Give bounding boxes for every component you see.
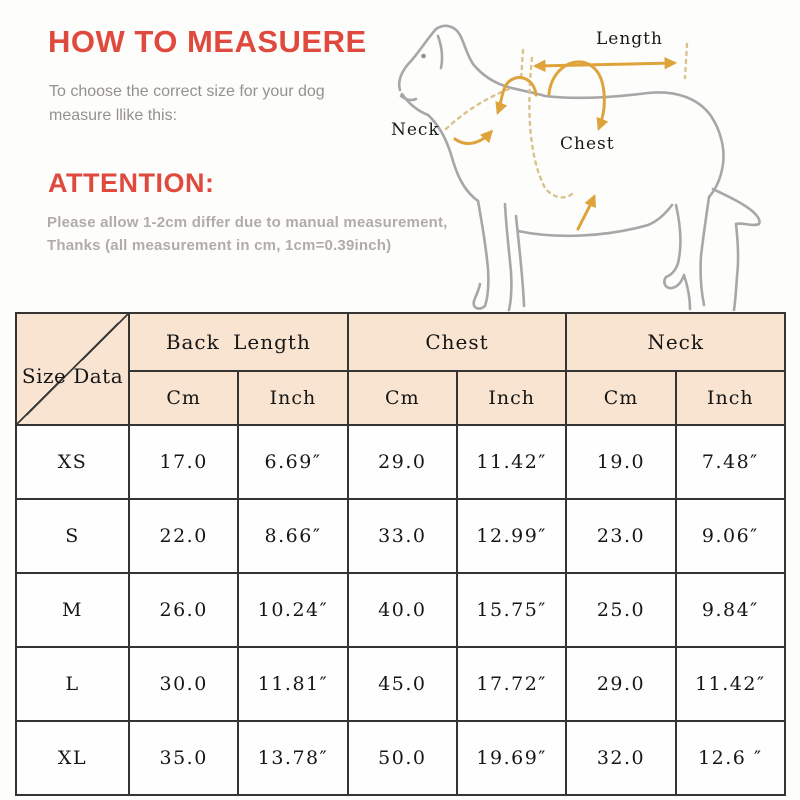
cell-value: 19.0 [566, 425, 675, 499]
measure-instructions-line2: measure llike this: [49, 107, 178, 124]
size-data-corner-label: Size Data [21, 364, 124, 388]
cell-value: 17.0 [129, 425, 238, 499]
cell-value: 12.99″ [457, 499, 566, 573]
size-label: L [16, 647, 129, 721]
size-label: M [16, 573, 129, 647]
cell-value: 29.0 [348, 425, 457, 499]
table-row-m [16, 573, 785, 647]
cell-value: 17.72″ [457, 647, 566, 721]
cell-value: 12.6 ″ [676, 721, 785, 795]
length-arrow [536, 63, 674, 66]
cell-value: 22.0 [129, 499, 238, 573]
unit-header: Cm [566, 371, 675, 425]
attention-note-line1: Please allow 1-2cm differ due to manual measurement, [47, 214, 448, 231]
cell-value: 15.75″ [457, 573, 566, 647]
dog-measure-illustration [378, 8, 800, 316]
belly-arrow [578, 197, 594, 229]
neck-label: Neck [391, 120, 440, 140]
cell-value: 10.24″ [238, 573, 347, 647]
attention-title: ATTENTION: [48, 168, 215, 198]
cell-value: 11.42″ [676, 647, 785, 721]
cell-value: 26.0 [129, 573, 238, 647]
chest-label: Chest [560, 134, 615, 154]
cell-value: 29.0 [566, 647, 675, 721]
cell-value: 11.81″ [238, 647, 347, 721]
chest-arch-arrow [549, 62, 604, 128]
cell-value: 7.48″ [676, 425, 785, 499]
cell-value: 35.0 [129, 721, 238, 795]
size-data-corner-cell [16, 313, 129, 425]
unit-header: Inch [238, 371, 347, 425]
cell-value: 8.66″ [238, 499, 347, 573]
cell-value: 19.69″ [457, 721, 566, 795]
cell-value: 25.0 [566, 573, 675, 647]
size-label: XS [16, 425, 129, 499]
unit-header: Inch [676, 371, 785, 425]
table-header-row-groups [16, 313, 785, 371]
page-title: HOW TO MEASUERE [48, 24, 367, 59]
cell-value: 9.06″ [676, 499, 785, 573]
cell-value: 45.0 [348, 647, 457, 721]
unit-header: Inch [457, 371, 566, 425]
cell-value: 32.0 [566, 721, 675, 795]
cell-value: 23.0 [566, 499, 675, 573]
measure-instructions [49, 80, 325, 128]
cell-value: 11.42″ [457, 425, 566, 499]
cell-value: 6.69″ [238, 425, 347, 499]
size-label: XL [16, 721, 129, 795]
table-row-xl [16, 721, 785, 795]
cell-value: 50.0 [348, 721, 457, 795]
dog-outline [399, 26, 759, 310]
table-header-row-units [16, 371, 785, 425]
cell-value: 40.0 [348, 573, 457, 647]
measure-dashed-guides [446, 44, 687, 197]
attention-note-line2: Thanks (all measurement in cm, 1cm=0.39inch) [47, 237, 392, 255]
length-label: Length [596, 29, 663, 49]
column-group-chest: Chest [348, 313, 567, 371]
table-row-xs [16, 425, 785, 499]
cell-value: 33.0 [348, 499, 457, 573]
measure-instructions-line1: To choose the correct size for your dog [49, 83, 325, 100]
cell-value: 30.0 [129, 647, 238, 721]
size-label: S [16, 499, 129, 573]
table-row-s [16, 499, 785, 573]
cell-value: 13.78″ [238, 721, 347, 795]
neck-arrow [455, 132, 491, 143]
column-group-neck: Neck [566, 313, 785, 371]
column-group-back-length: Back Length [129, 313, 348, 371]
table-row-l [16, 647, 785, 721]
size-chart-table [15, 312, 786, 796]
cell-value: 9.84″ [676, 573, 785, 647]
unit-header: Cm [348, 371, 457, 425]
unit-header: Cm [129, 371, 238, 425]
